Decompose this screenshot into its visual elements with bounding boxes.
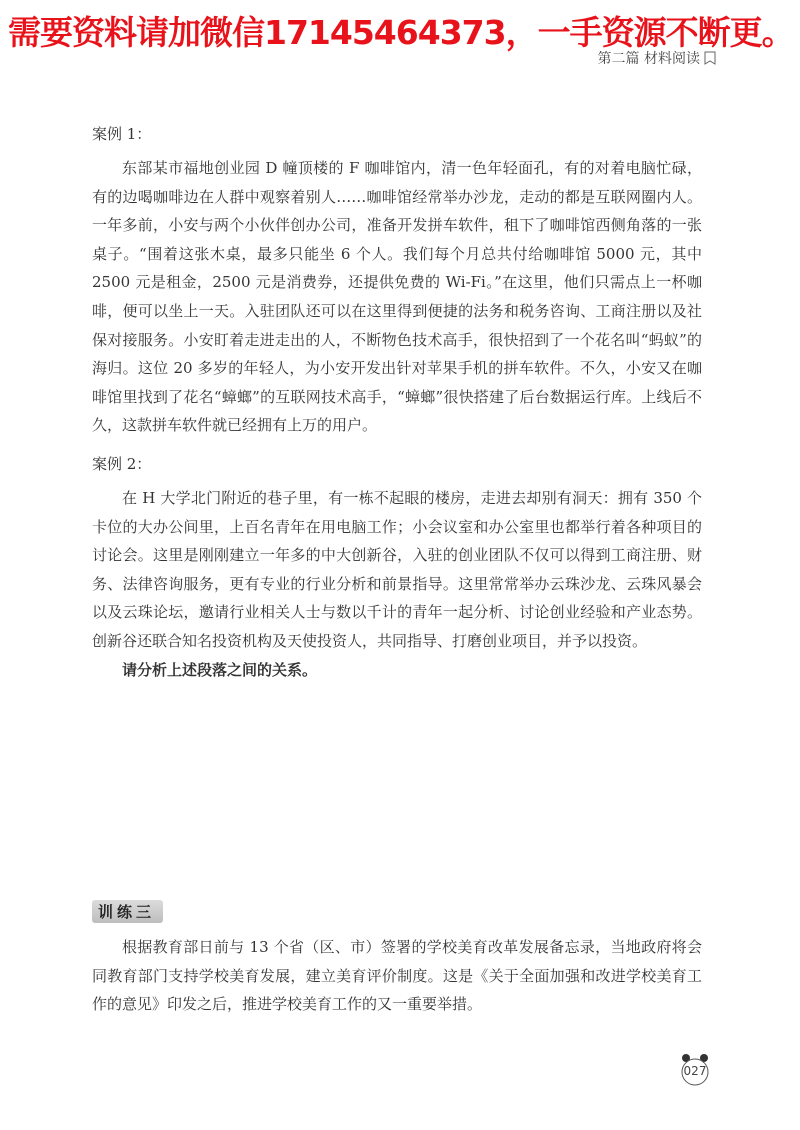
page-number-badge xyxy=(680,1052,710,1088)
training-section xyxy=(92,900,702,1019)
case1-body: 东部某市福地创业园 D 幢顶楼的 F 咖啡馆内，清一色年轻面孔，有的对着电脑忙碌，有的边喝咖啡边在人群中观察着别人……咖啡馆经常举办沙龙，走动的都是互联网圈内人。一年多前，小安与两个小伙伴创办公司，准备开发拼车软件，租下了咖啡馆西侧角落的一张桌子。“围着这张木桌，最多只能坐 6 个人。我们每个月总共付给咖啡馆 5000 元，其中 2500 元是租金，2500 元是消费券，还提供免费的 Wi-Fi。”在这里，他们只需点上一杯咖啡，便可以坐上一天。入驻团队还可以在这里得到便捷的法务和税务咨询、工商注册以及社保对接服务。小安盯着走进走出的人，不断物色技术高手，很快招到了一个花名叫“蚂蚁”的海归。这位 20 多岁的年轻人，为小安开发出针对苹果手机的拼车软件。不久，小安又在咖啡馆里找到了花名“蟑螂”的互联网技术高手，“蟑螂”很快搭建了后台数据运行库。上线后不久，这款拼车软件就已经拥有上万的用户。 xyxy=(92,159,702,435)
case2-heading: 案例 2： xyxy=(92,454,152,473)
book-tab-icon xyxy=(704,51,716,65)
main-content xyxy=(92,124,702,684)
page-number: 027 xyxy=(683,1064,707,1078)
training-body: 根据教育部日前与 13 个省（区、市）签署的学校美育改革发展备忘录，当地政府将会同教育部门支持学校美育发展，建立美育评价制度。这是《关于全面加强和改进学校美育工作的意见》印发之后，推进学校美育工作的又一重要举措。 xyxy=(92,938,702,1014)
case1-heading: 案例 1： xyxy=(92,125,152,143)
case2-body: 在 H 大学北门附近的巷子里，有一栋不起眼的楼房，走进去却别有洞天：拥有 350 个卡位的大办公间里，上百名青年在用电脑工作；小会议室和办公室里也都举行着各种项目的讨论会。这里是刚刚建立一年多的中大创新谷，入驻的创业团队不仅可以得到工商注册、财务、法律咨询服务，更有专业的行业分析和前景指导。这里常常举办云珠沙龙、云珠风暴会以及云珠论坛，邀请行业相关人士与数以千计的青年一起分析、讨论创业经验和产业态势。创新谷还联合知名投资机构及天使投资人，共同指导、打磨创业项目，并予以投资。 xyxy=(92,488,702,650)
analysis-question: 请分析上述段落之间的关系。 xyxy=(122,660,318,679)
training-heading: 训练三 xyxy=(92,900,163,923)
watermark-banner: 需要资料请加微信17145464373，一手资源不断更。 xyxy=(8,13,794,52)
running-head: 第二篇 材料阅读 xyxy=(597,51,700,67)
